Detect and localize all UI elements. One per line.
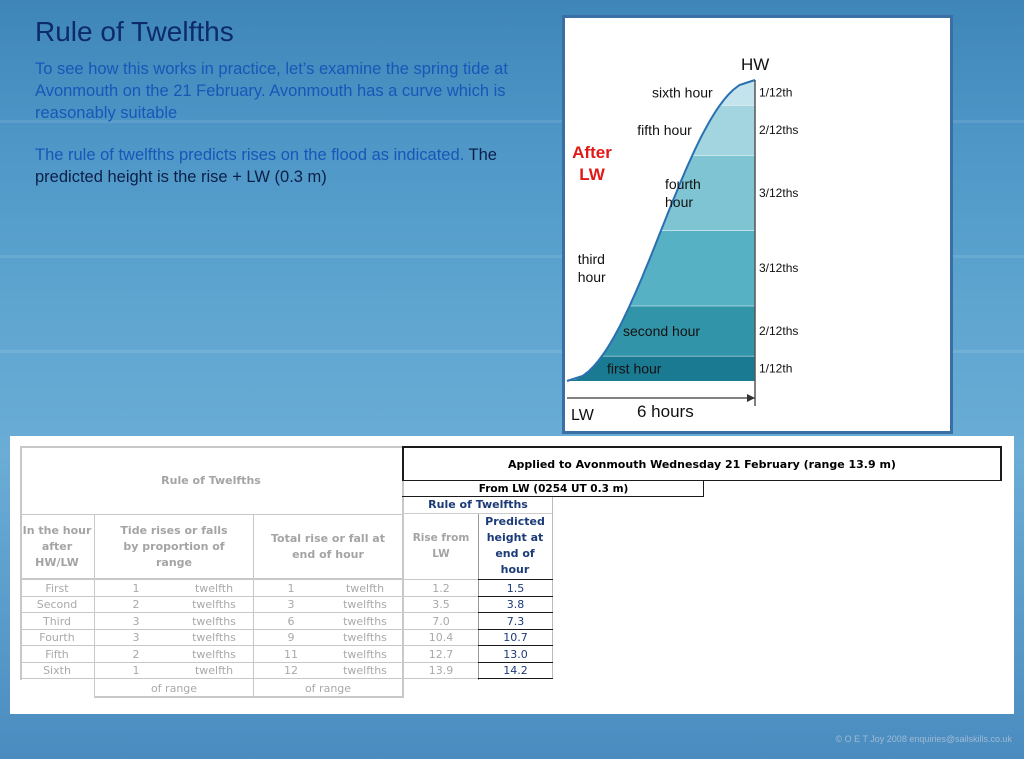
row-total: 6 (287, 614, 295, 628)
right-rule-title: Rule of Twelfths (428, 498, 528, 511)
hour-label: second hour (623, 322, 701, 339)
hw-label: HW (741, 55, 770, 74)
fraction-label: 3/12ths (759, 185, 799, 200)
hour-band-3 (630, 231, 755, 306)
arrow-head (747, 394, 755, 402)
hour-label: third (577, 251, 605, 268)
row-prop-unit: twelfths (192, 614, 236, 628)
row-rise: 12.7 (428, 647, 454, 661)
row-predicted: 13.0 (503, 647, 528, 661)
table-border (94, 696, 404, 698)
twelfths-table (10, 436, 1014, 714)
tide-curve-diagram (562, 15, 953, 434)
of-range-label: of range (150, 681, 198, 695)
row-rise: 7.0 (432, 614, 450, 628)
row-total: 11 (284, 647, 298, 661)
copyright-notice: © O E T Joy 2008 enquiries@sailskills.co.uk (835, 734, 1012, 744)
col-total-header: Total rise or fall at end of hour (271, 531, 385, 561)
row-predicted: 14.2 (503, 664, 528, 678)
row-predicted: 10.7 (503, 631, 528, 645)
row-total-unit: twelfth (345, 581, 385, 595)
row-hour: Fourth (39, 631, 75, 645)
hour-label: sixth hour (652, 84, 713, 101)
from-lw-label: From LW (0254 UT 0.3 m) (478, 482, 629, 495)
fraction-label: 1/12th (759, 361, 793, 376)
row-total-unit: twelfths (343, 631, 387, 645)
col-proportion-header: Tide rises or falls by proportion of range (120, 523, 228, 569)
hour-label: fifth hour (637, 122, 692, 139)
hour-label: first hour (607, 360, 662, 377)
of-range-label: of range (304, 681, 352, 695)
slide-title: Rule of Twelfths (35, 16, 234, 47)
row-predicted: 7.3 (506, 614, 525, 628)
table-border (552, 497, 553, 679)
prediction-text-blue: The rule of twelfths predicts rises on the flood as indicated. (35, 146, 465, 164)
after-lw-label-line2: LW (579, 165, 605, 184)
left-table-title: Rule of Twelfths (161, 474, 261, 487)
hour-band-6 (720, 80, 755, 105)
row-hour: First (45, 581, 69, 595)
row-prop: 1 (132, 664, 140, 678)
predicted-header: Predicted height at end of hour (485, 515, 545, 576)
duration-label: 6 hours (637, 402, 694, 421)
row-total-unit: twelfths (343, 647, 387, 661)
row-hour: Third (42, 614, 72, 628)
row-rise: 3.5 (432, 598, 450, 612)
row-total-unit: twelfths (343, 664, 387, 678)
row-prop: 1 (132, 581, 140, 595)
row-predicted: 3.8 (506, 598, 525, 612)
hour-label-line2: hour (665, 193, 694, 210)
row-total: 1 (287, 581, 295, 595)
table-border (1000, 446, 1002, 481)
row-total: 3 (287, 598, 295, 612)
rise-header: Rise from LW (412, 532, 470, 560)
row-total-unit: twelfths (343, 598, 387, 612)
row-prop-unit: twelfths (192, 598, 236, 612)
after-lw-label-line1: After (572, 143, 612, 162)
row-total: 12 (284, 664, 298, 678)
fraction-label: 2/12ths (759, 123, 799, 138)
hour-label-line2: hour (577, 269, 606, 286)
applied-title: Applied to Avonmouth Wednesday 21 February (range 13.9 m) (508, 457, 896, 471)
hour-label: fourth (665, 175, 701, 192)
row-prop: 2 (132, 647, 140, 661)
fraction-label: 3/12ths (759, 261, 799, 276)
hour-band-5 (692, 105, 755, 155)
row-total: 9 (287, 631, 295, 645)
row-hour: Fifth (45, 647, 69, 661)
row-rise: 10.4 (428, 631, 454, 645)
row-prop-unit: twelfths (192, 647, 236, 661)
intro-paragraph: To see how this works in practice, let’s examine the spring tide at Avonmouth on the 21 February. Avonmouth has a curve which is reasonably suitable (35, 60, 508, 122)
row-predicted: 1.5 (506, 581, 525, 595)
tide-curve-svg (565, 18, 950, 431)
lw-label: LW (571, 407, 594, 424)
row-prop: 3 (132, 614, 140, 628)
table-border (703, 481, 704, 497)
row-prop: 3 (132, 631, 140, 645)
fraction-label: 2/12ths (759, 323, 799, 338)
row-hour: Second (36, 598, 78, 612)
row-prop-unit: twelfth (194, 581, 234, 595)
col-hour-header: In the hour after HW/LW (22, 523, 92, 569)
row-rise: 1.2 (432, 581, 450, 595)
row-prop-unit: twelfths (192, 631, 236, 645)
row-prop-unit: twelfth (194, 664, 234, 678)
prediction-text-dark: The predicted height is the rise + LW (0.3 m) (35, 146, 497, 186)
row-total-unit: twelfths (343, 614, 387, 628)
row-prop: 2 (132, 598, 140, 612)
prediction-paragraph (35, 144, 525, 188)
fraction-label: 1/12th (759, 85, 793, 100)
row-hour: Sixth (43, 664, 71, 678)
row-rise: 13.9 (428, 664, 454, 678)
